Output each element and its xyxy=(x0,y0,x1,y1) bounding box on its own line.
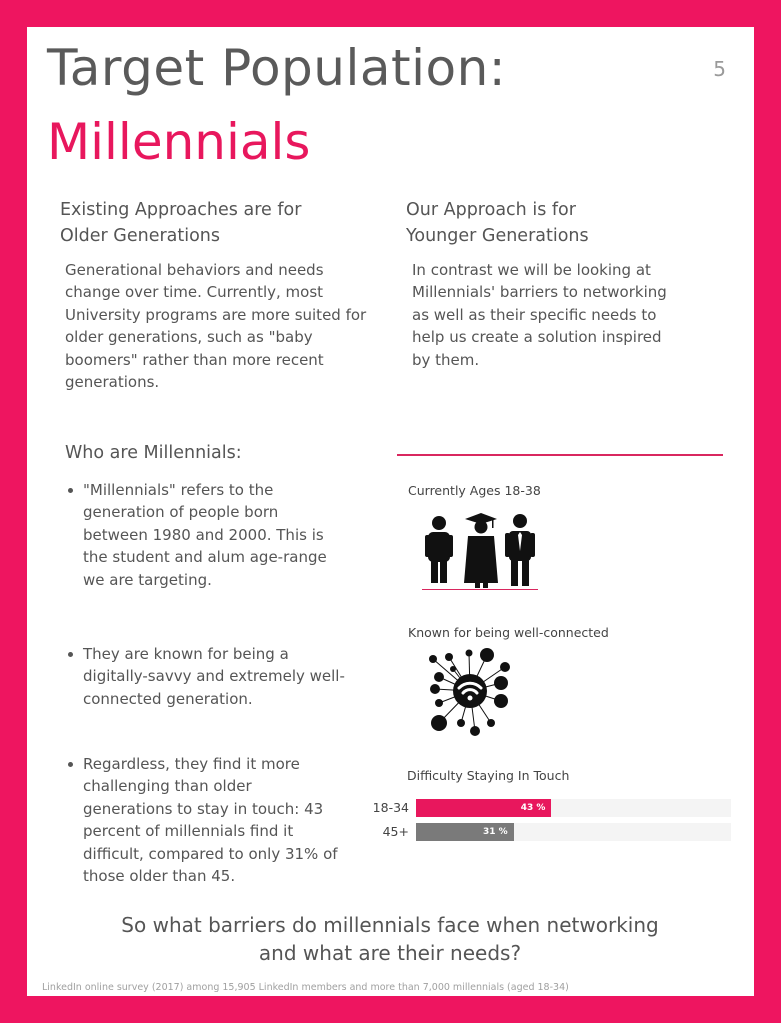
page-number: 5 xyxy=(713,57,726,81)
right-text-line: as well as their specific needs to xyxy=(412,305,657,324)
page xyxy=(27,27,754,996)
title-line-2: Millennials xyxy=(47,113,311,171)
bullet-line: "Millennials" refers to the xyxy=(83,481,274,499)
bullet-item xyxy=(65,753,365,887)
bullet-item xyxy=(65,643,365,710)
bullet-dot xyxy=(68,762,73,767)
right-heading-line-2: Younger Generations xyxy=(406,226,589,246)
bullet-line: difficult, compared to only 31% of xyxy=(83,844,338,863)
bar-category-label: 45+ xyxy=(382,824,409,839)
question-line-1: So what barriers do millennials face when networking xyxy=(121,913,659,937)
right-text-line: by them. xyxy=(412,350,480,369)
bar-track xyxy=(416,823,731,841)
bullet-line: connected generation. xyxy=(83,689,253,708)
bullet-dot xyxy=(68,652,73,657)
right-heading-line-1: Our Approach is for xyxy=(406,200,576,220)
bullet-line: those older than 45. xyxy=(83,867,236,886)
connected-heading: Known for being well-connected xyxy=(408,625,609,640)
chart-title: Difficulty Staying In Touch xyxy=(407,768,570,783)
bullet-line: between 1980 and 2000. This is xyxy=(83,525,324,544)
right-column-text xyxy=(412,259,712,371)
left-heading-line-1: Existing Approaches are for xyxy=(60,200,302,220)
bullet-line: generation of people born xyxy=(83,503,279,522)
bar-value-label: 43 % xyxy=(520,803,546,813)
bullet-dot xyxy=(68,488,73,493)
bullet-line: Regardless, they find it more xyxy=(83,755,300,773)
bullet-line: the student and alum age-range xyxy=(83,548,327,567)
people-icon xyxy=(423,511,539,589)
left-text-line: generations. xyxy=(65,373,160,392)
bullet-line: we are targeting. xyxy=(83,570,212,589)
divider-line xyxy=(397,454,723,456)
question-line-2: and what are their needs? xyxy=(258,941,522,965)
left-heading-line-2: Older Generations xyxy=(60,226,221,246)
left-column-heading xyxy=(60,197,301,249)
bullet-line: challenging than older xyxy=(83,777,252,796)
bullet-line: generations to stay in touch: 43 xyxy=(83,799,324,818)
title-line-1: Target Population: xyxy=(47,39,507,97)
left-text-line: Generational behaviors and needs xyxy=(65,261,324,279)
right-text-line: In contrast we will be looking at xyxy=(412,261,651,279)
right-text-line: help us create a solution inspired xyxy=(412,328,662,347)
right-column-heading xyxy=(406,197,589,249)
left-text-line: boomers" rather than more recent xyxy=(65,350,324,369)
source-footnote: LinkedIn online survey (2017) among 15,905 LinkedIn members and more than 7,000 millennials (aged 18-34) xyxy=(42,982,569,993)
bullet-line: percent of millennials find it xyxy=(83,822,294,841)
bullet-line: They are known for being a xyxy=(83,645,289,663)
bar-track xyxy=(416,799,731,817)
bar xyxy=(416,823,514,841)
closing-question xyxy=(67,911,713,967)
bar xyxy=(416,799,551,817)
bullet-line: digitally-savvy and extremely well- xyxy=(83,667,345,686)
left-text-line: older generations, such as "baby xyxy=(65,328,313,347)
ages-underline xyxy=(422,589,538,590)
bar-value-label: 31 % xyxy=(482,827,508,837)
bar-row xyxy=(369,799,729,817)
left-column-text xyxy=(65,259,385,393)
bar-row xyxy=(369,823,729,841)
wifi-network-icon xyxy=(425,647,515,737)
bullet-item xyxy=(65,479,365,591)
right-text-line: Millennials' barriers to networking xyxy=(412,283,667,302)
who-heading: Who are Millennials: xyxy=(65,443,242,463)
ages-heading: Currently Ages 18-38 xyxy=(408,483,541,498)
bar-category-label: 18-34 xyxy=(372,800,409,815)
left-text-line: change over time. Currently, most xyxy=(65,283,324,302)
left-text-line: University programs are more suited for xyxy=(65,305,367,324)
